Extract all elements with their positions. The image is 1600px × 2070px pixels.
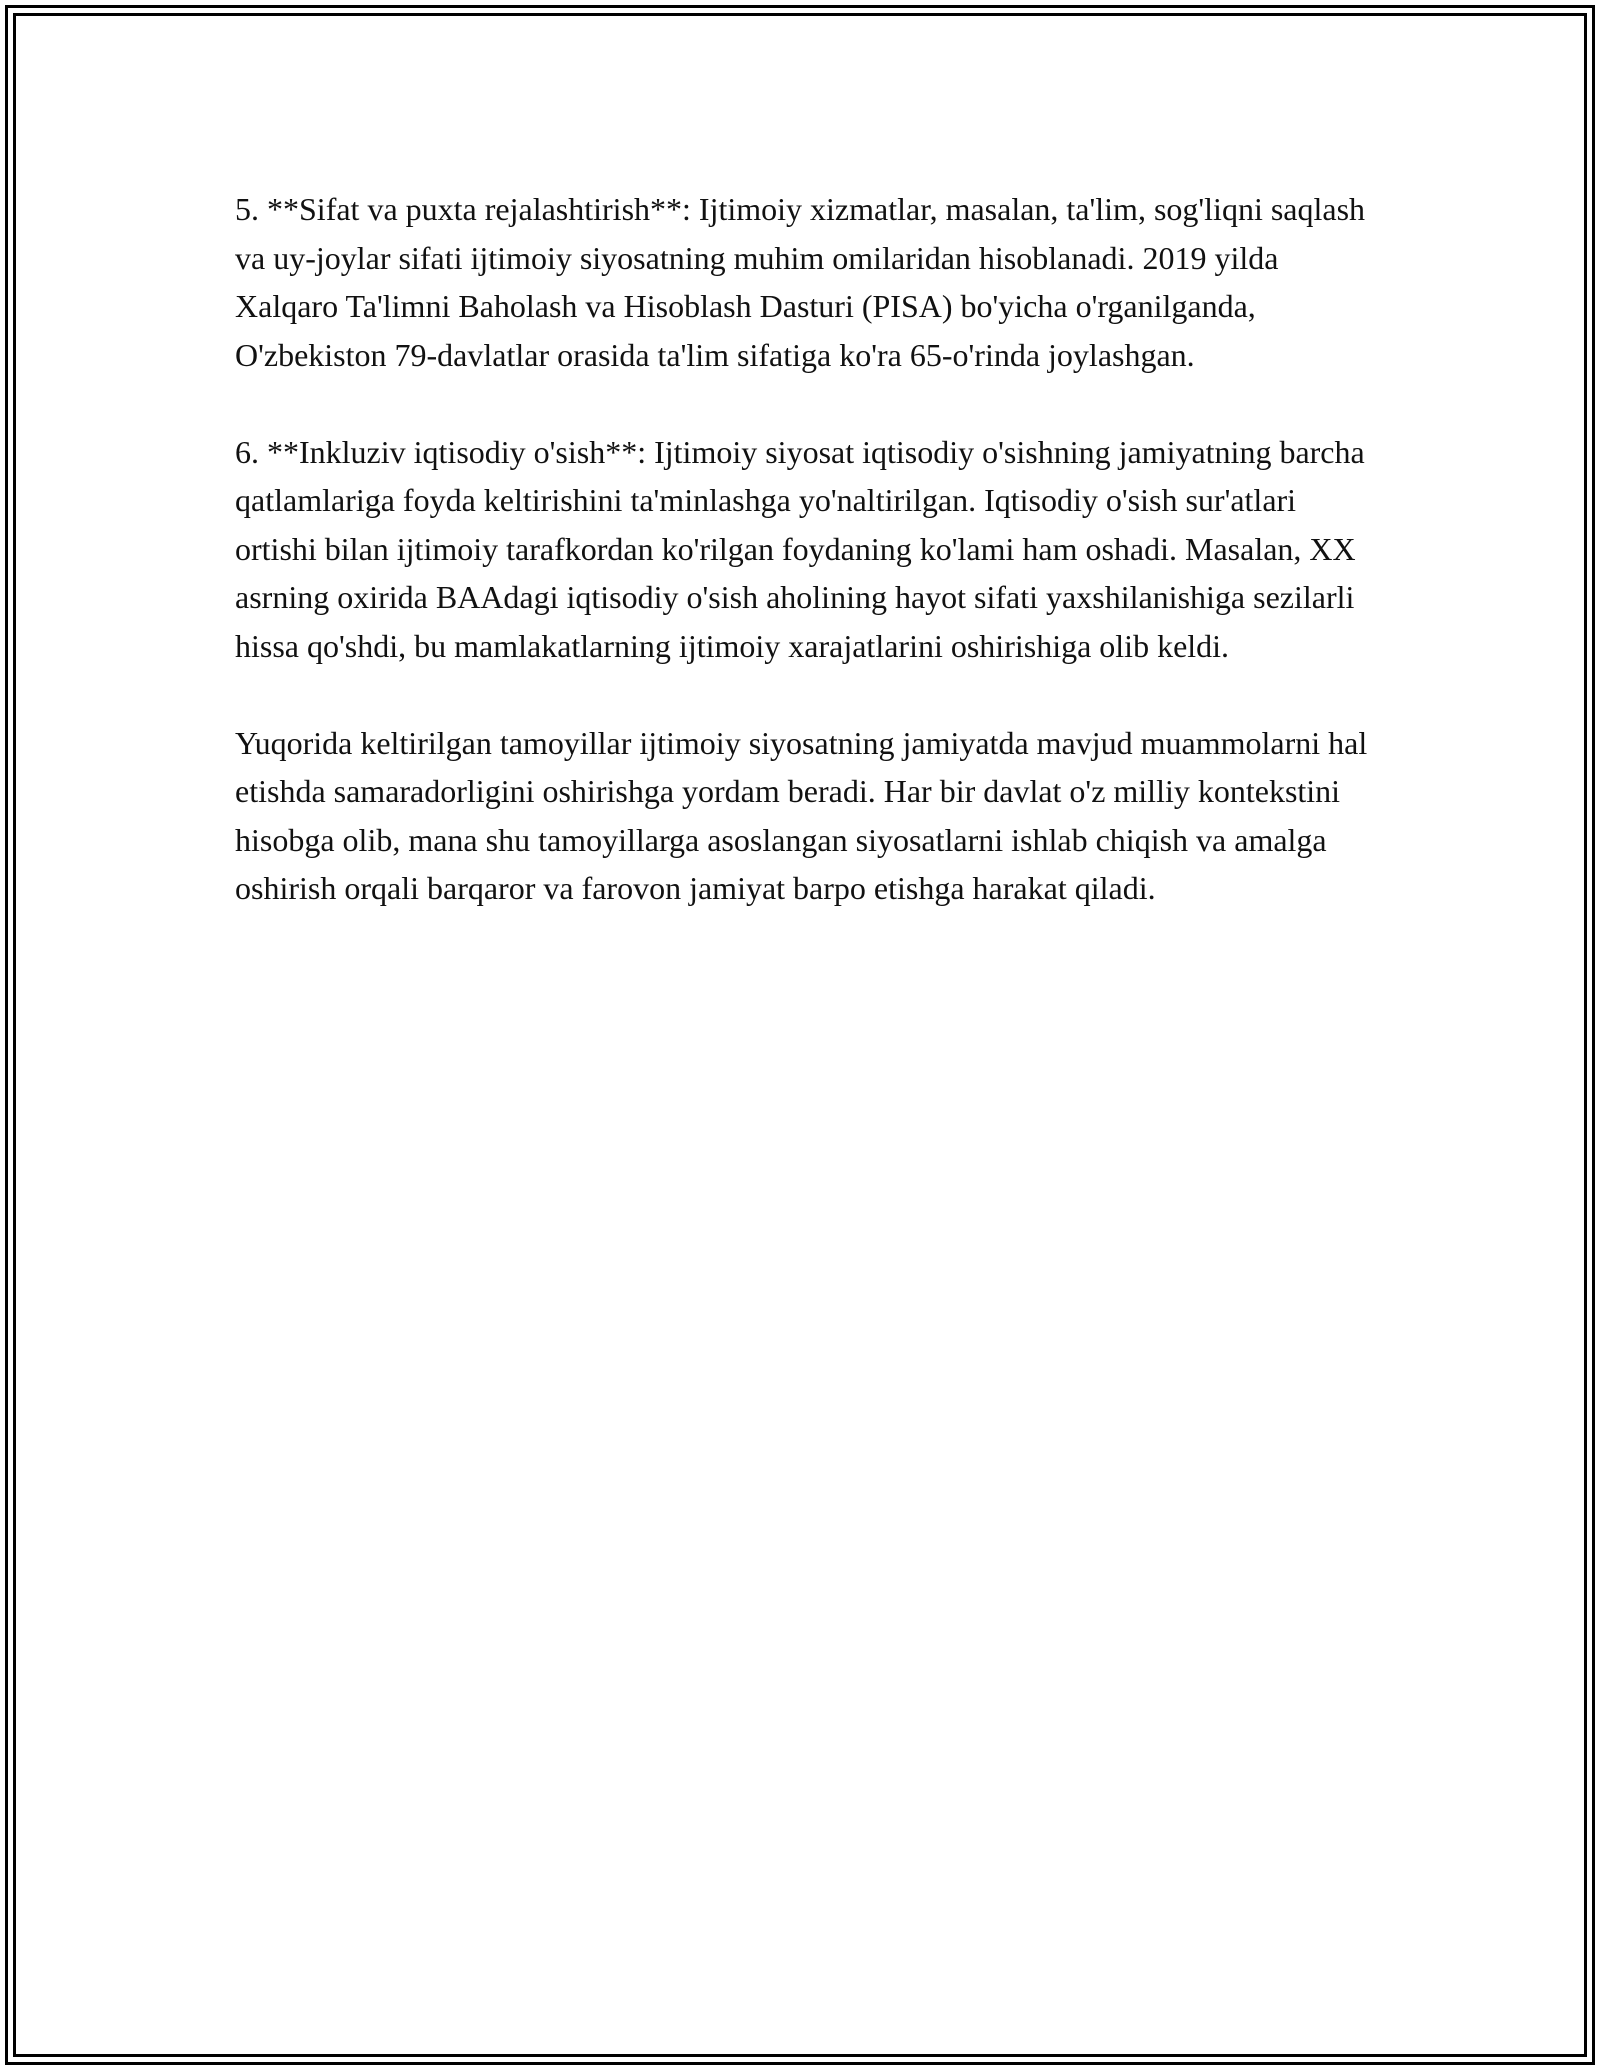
paragraph-quality-planning: 5. **Sifat va puxta rejalashtirish**: Ijtimoiy xizmatlar, masalan, ta'lim, sog'liqni saqlash va uy-joylar sifati ijtimoiy siyosatning muhim omilaridan hisoblanadi. 2019 yilda Xalqaro Ta'limni Baholash va Hisoblash Dasturi (PISA) bo'yicha o'rganilganda, O'zbekiston 79-davlatlar orasida ta'lim sifatiga ko'ra 65-o'rinda joylashgan.: [235, 191, 1366, 373]
paragraph-conclusion: Yuqorida keltirilgan tamoyillar ijtimoiy siyosatning jamiyatda mavjud muammolarni hal etishda samaradorligini oshirishga yordam beradi. Har bir davlat o'z milliy kontekstini hisobga olib, mana shu tamoyillarga asoslangan siyosatlarni ishlab chiqish va amalga oshirish orqali barqaror va farovon jamiyat barpo etishga harakat qiladi.: [235, 724, 1368, 906]
paragraph-inclusive-growth: 6. **Inkluziv iqtisodiy o'sish**: Ijtimoiy siyosat iqtisodiy o'sishning jamiyatning barcha qatlamlariga foyda keltirishini ta'minlashga yo'naltirilgan. Iqtisodiy o'sish sur'atlari ortishi bilan ijtimoiy tarafkordan ko'rilgan foydaning ko'lami ham oshadi. Masalan, XX asrning oxirida BAAdagi iqtisodiy o'sish aholining hayot sifati yaxshilanishiga sezilarli hissa qo'shdi, bu mamlakatlarning ijtimoiy xarajatlarini oshirishiga olib keldi.: [235, 433, 1365, 664]
document-body: [235, 185, 1375, 961]
